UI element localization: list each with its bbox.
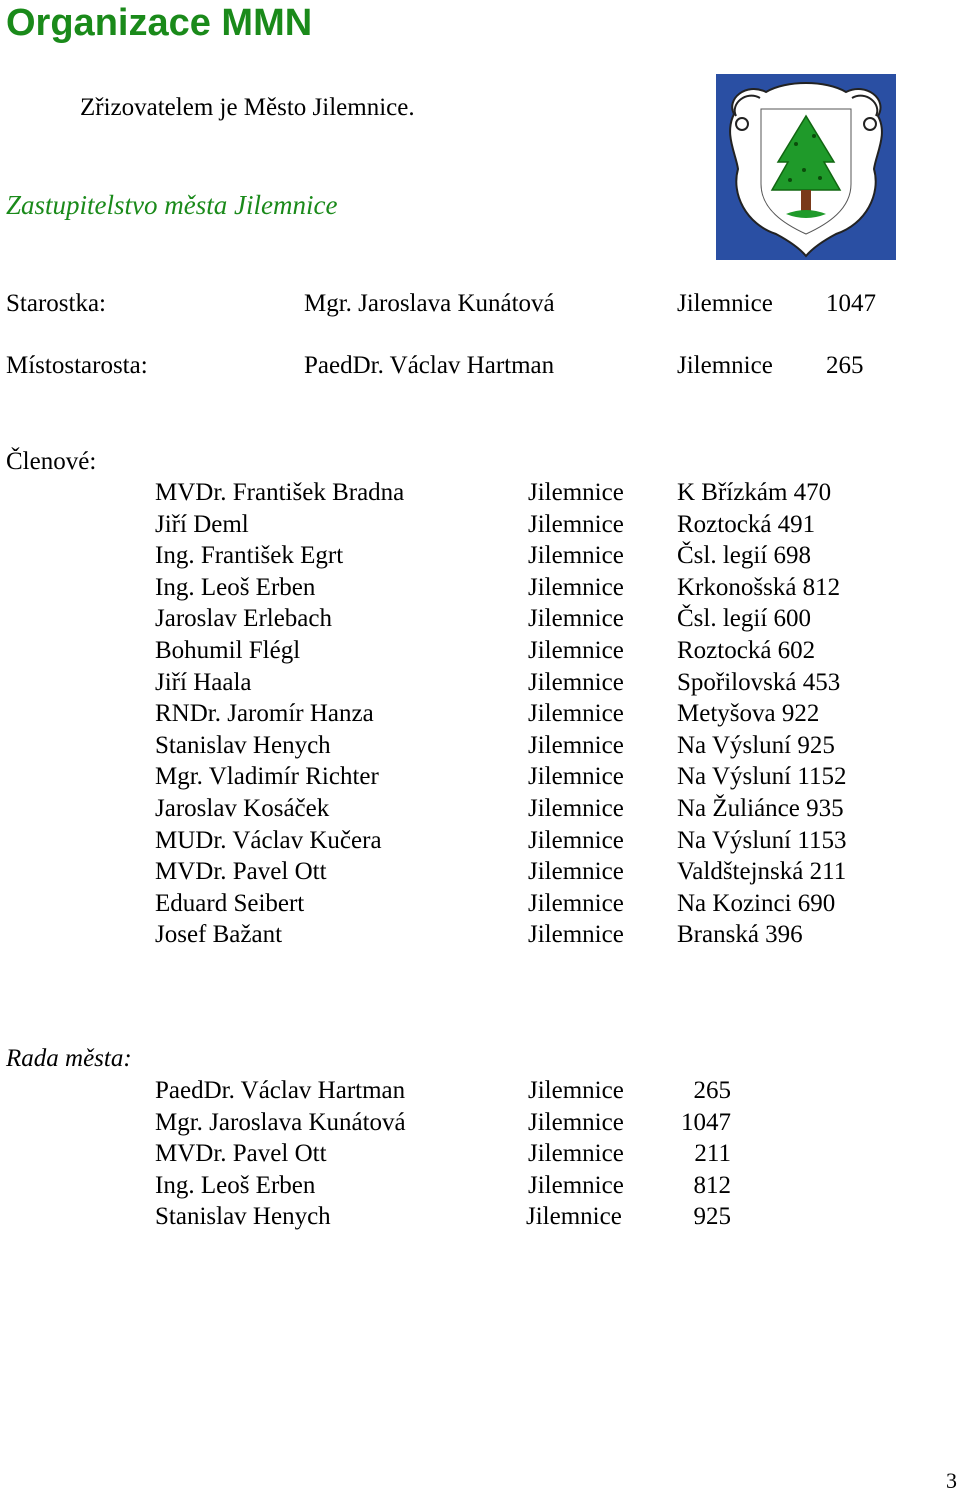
member-city: Jilemnice — [528, 479, 624, 506]
rada-member-name: Mgr. Jaroslava Kunátová — [155, 1108, 406, 1136]
official-row — [0, 350, 960, 382]
member-city: Jilemnice — [528, 921, 624, 949]
list-item — [0, 509, 960, 541]
member-address: Na Výsluní 1153 — [677, 826, 847, 854]
member-name: MUDr. Václav Kučera — [155, 826, 382, 854]
official-row — [0, 288, 960, 320]
member-address: Na Žuliánce 935 — [677, 794, 844, 822]
member-address: Metyšova 922 — [677, 700, 820, 728]
member-address: Spořilovská 453 — [677, 668, 841, 696]
member-city: Jilemnice — [528, 542, 624, 570]
member-city: Jilemnice — [528, 700, 624, 728]
rada-list — [0, 1075, 960, 1233]
rada-member-name: PaedDr. Václav Hartman — [155, 1077, 406, 1104]
member-name: Mgr. Vladimír Richter — [155, 763, 379, 791]
list-item — [0, 1170, 960, 1202]
rada-member-name: Ing. Leoš Erben — [155, 1171, 316, 1199]
intro-text: Zřizovatelem je Město Jilemnice. — [80, 94, 415, 121]
rada-label: Rada města: — [6, 1045, 132, 1072]
member-city: Jilemnice — [528, 889, 624, 917]
rada-member-number: 265 — [693, 1077, 731, 1104]
list-item — [0, 603, 960, 635]
member-name: Jaroslav Kosáček — [155, 794, 330, 822]
list-item — [0, 1138, 960, 1170]
list-item — [0, 1201, 960, 1233]
member-name: Ing. František Egrt — [155, 542, 344, 570]
list-item — [0, 793, 960, 825]
list-item — [0, 761, 960, 793]
member-city: Jilemnice — [528, 573, 624, 601]
rada-member-number: 812 — [693, 1171, 731, 1199]
member-city: Jilemnice — [528, 668, 624, 696]
list-item — [0, 667, 960, 699]
member-name: MVDr. Pavel Ott — [155, 858, 327, 886]
member-city: Jilemnice — [528, 510, 624, 538]
member-city: Jilemnice — [528, 794, 624, 822]
member-city: Jilemnice — [528, 763, 624, 791]
official-name: PaedDr. Václav Hartman — [304, 352, 555, 379]
rada-member-city: Jilemnice — [526, 1203, 622, 1231]
list-item — [0, 1107, 960, 1139]
official-number: 265 — [826, 352, 864, 379]
rada-member-name: Stanislav Henych — [155, 1203, 331, 1231]
member-name: Stanislav Henych — [155, 731, 331, 759]
list-item — [0, 1075, 960, 1107]
member-address: Čsl. legií 600 — [677, 605, 812, 633]
list-item — [0, 698, 960, 730]
members-list — [0, 477, 960, 951]
member-name: Bohumil Flégl — [155, 636, 301, 664]
rada-member-number: 1047 — [681, 1108, 731, 1136]
member-address: Roztocká 491 — [677, 510, 816, 538]
member-address: Krkonošská 812 — [677, 573, 841, 601]
rada-member-city: Jilemnice — [528, 1077, 624, 1104]
member-name: RNDr. Jaromír Hanza — [155, 700, 374, 728]
member-city: Jilemnice — [528, 605, 624, 633]
coat-of-arms-icon — [716, 74, 896, 260]
official-city: Jilemnice — [677, 290, 773, 317]
member-address: Valdštejnská 211 — [677, 858, 847, 886]
rada-member-city: Jilemnice — [528, 1171, 624, 1199]
rada-member-number: 925 — [693, 1203, 731, 1231]
rada-member-name: MVDr. Pavel Ott — [155, 1140, 327, 1168]
member-city: Jilemnice — [528, 858, 624, 886]
rada-member-city: Jilemnice — [528, 1140, 624, 1168]
member-address: Na Výsluní 1152 — [677, 763, 847, 791]
list-item — [0, 635, 960, 667]
council-heading: Zastupitelstvo města Jilemnice — [6, 190, 338, 220]
member-address: Na Kozinci 690 — [677, 889, 836, 917]
list-item — [0, 477, 960, 509]
members-label: Členové: — [6, 448, 97, 475]
official-name: Mgr. Jaroslava Kunátová — [304, 290, 555, 317]
member-address: Čsl. legií 698 — [677, 542, 812, 570]
member-city: Jilemnice — [528, 826, 624, 854]
member-name: Eduard Seibert — [155, 889, 305, 917]
page-number: 3 — [946, 1468, 957, 1493]
official-number: 1047 — [826, 290, 876, 317]
page-title: Organizace MMN — [6, 2, 313, 44]
list-item — [0, 825, 960, 857]
member-name: Josef Bažant — [155, 921, 283, 949]
list-item — [0, 540, 960, 572]
list-item — [0, 856, 960, 888]
official-city: Jilemnice — [677, 352, 773, 379]
member-name: Jaroslav Erlebach — [155, 605, 333, 633]
member-name: MVDr. František Bradna — [155, 479, 405, 506]
member-address: Roztocká 602 — [677, 636, 816, 664]
role-label: Starostka: — [6, 290, 106, 317]
list-item — [0, 919, 960, 951]
list-item — [0, 888, 960, 920]
rada-member-number: 211 — [694, 1140, 731, 1168]
member-name: Jiří Deml — [155, 510, 249, 538]
list-item — [0, 572, 960, 604]
list-item — [0, 730, 960, 762]
member-city: Jilemnice — [528, 731, 624, 759]
rada-member-city: Jilemnice — [528, 1108, 624, 1136]
member-name: Jiří Haala — [155, 668, 252, 696]
member-name: Ing. Leoš Erben — [155, 573, 316, 601]
role-label: Místostarosta: — [6, 352, 148, 379]
member-city: Jilemnice — [528, 636, 624, 664]
member-address: Branská 396 — [677, 921, 803, 949]
member-address: Na Výsluní 925 — [677, 731, 835, 759]
member-address: K Břízkám 470 — [677, 479, 832, 506]
